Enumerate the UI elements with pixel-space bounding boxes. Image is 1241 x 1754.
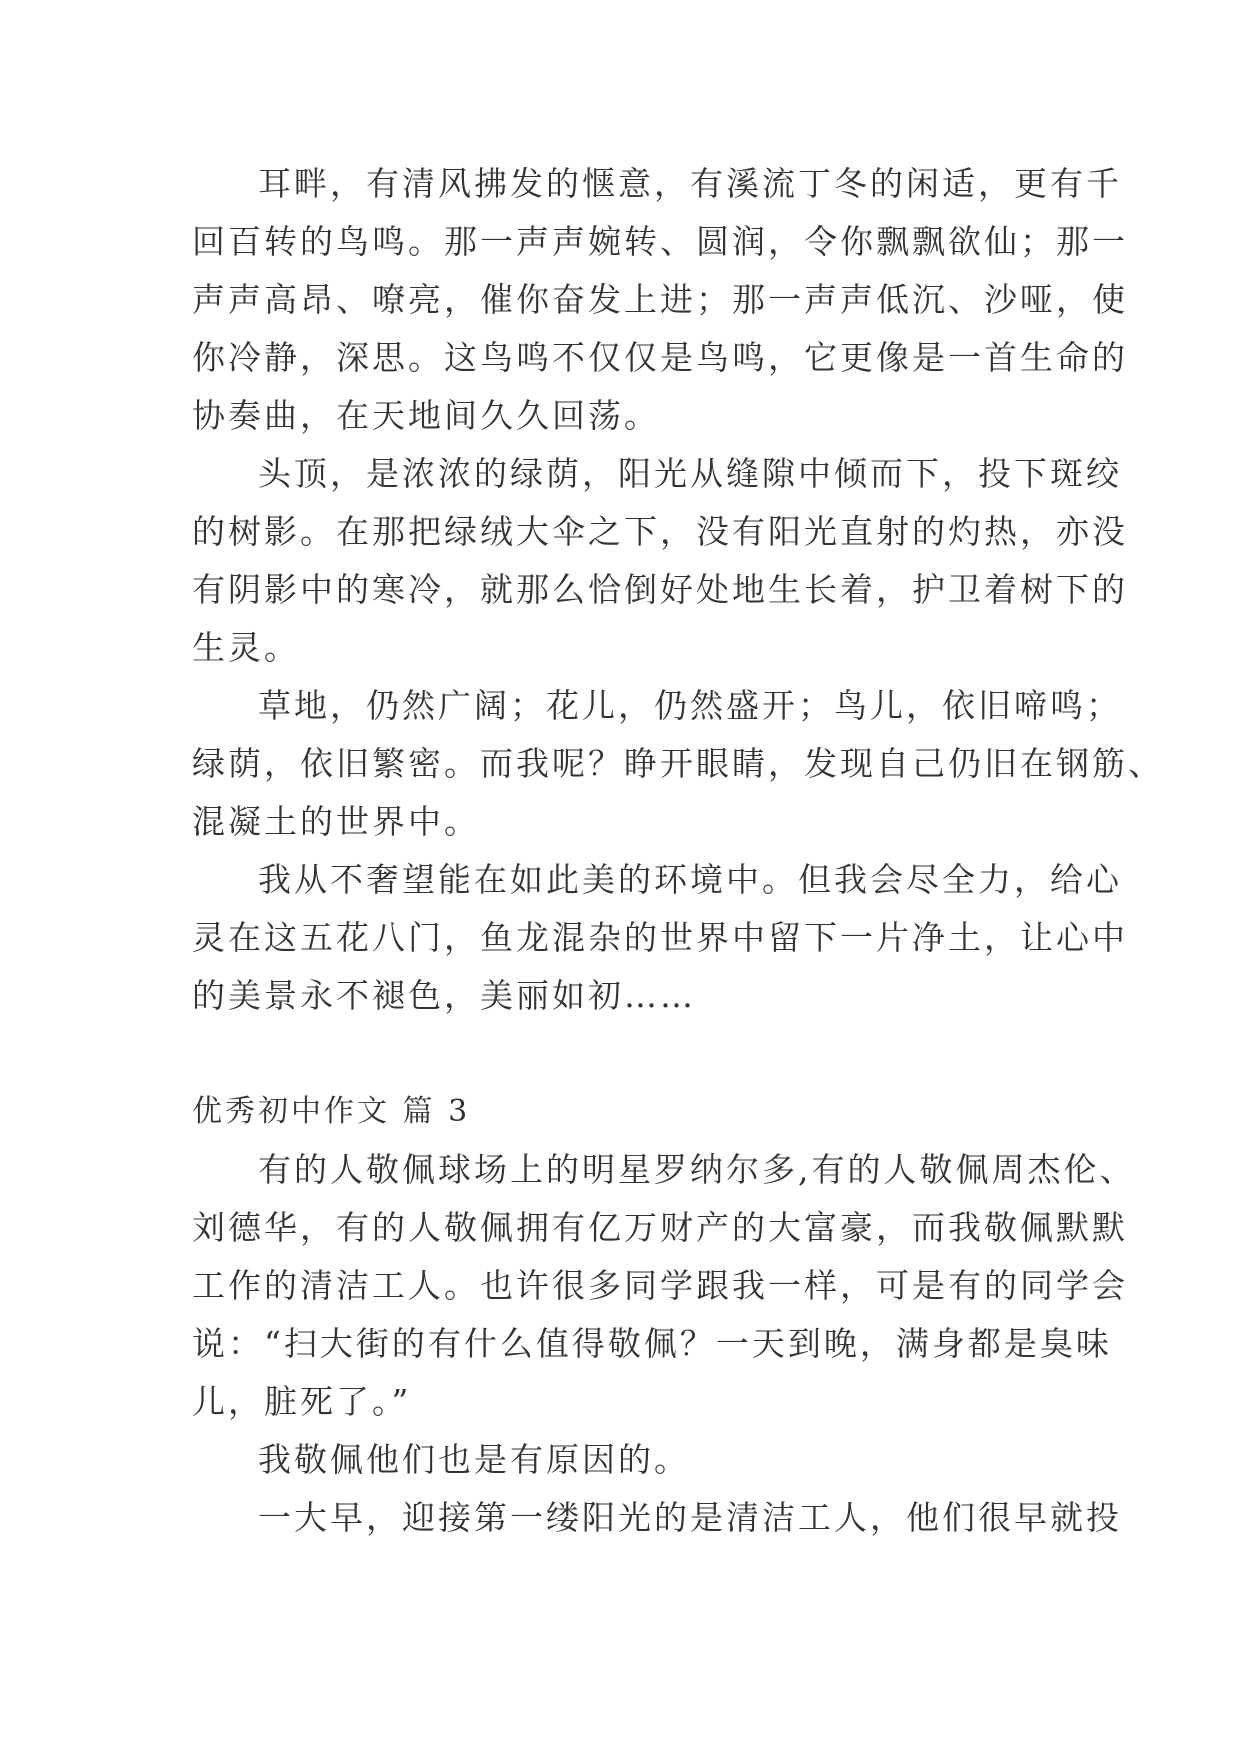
paragraph-line: 混凝土的世界中。 (192, 802, 480, 841)
paragraph-line: 儿，脏死了。” (192, 1382, 412, 1421)
paragraph-line: 有的人敬佩球场上的明星罗纳尔多,有的人敬佩周杰伦、 (258, 1150, 1136, 1189)
paragraph-line: 协奏曲，在天地间久久回荡。 (192, 396, 660, 435)
paragraph-line: 刘德华，有的人敬佩拥有亿万财产的大富豪，而我敬佩默默 (192, 1208, 1128, 1247)
paragraph-line: 耳畔，有清风拂发的惬意，有溪流丁冬的闲适，更有千 (258, 164, 1122, 203)
paragraph-line: 绿荫，依旧繁密。而我呢？睁开眼睛，发现自己仍旧在钢筋、 (192, 744, 1164, 783)
paragraph-line: 灵在这五花八门，鱼龙混杂的世界中留下一片净土，让心中 (192, 918, 1128, 957)
section-heading: 优秀初中作文 篇 3 (192, 1094, 471, 1129)
paragraph-line: 回百转的鸟鸣。那一声声婉转、圆润，令你飘飘欲仙；那一 (192, 222, 1128, 261)
paragraph-line: 草地，仍然广阔；花儿，仍然盛开；鸟儿，依旧啼鸣； (258, 686, 1122, 725)
paragraph-line: 一大早，迎接第一缕阳光的是清洁工人，他们很早就投 (258, 1498, 1122, 1537)
paragraph-line: 工作的清洁工人。也许很多同学跟我一样，可是有的同学会 (192, 1266, 1128, 1305)
paragraph-line: 的树影。在那把绿绒大伞之下，没有阳光直射的灼热，亦没 (192, 512, 1128, 551)
paragraph-line: 说：“扫大街的有什么值得敬佩？一天到晚，满身都是臭味 (192, 1324, 1112, 1363)
paragraph-line: 有阴影中的寒冷，就那么恰倒好处地生长着，护卫着树下的 (192, 570, 1128, 609)
paragraph-line: 我从不奢望能在如此美的环境中。但我会尽全力，给心 (258, 860, 1122, 899)
paragraph-line: 你冷静，深思。这鸟鸣不仅仅是鸟鸣，它更像是一首生命的 (192, 338, 1128, 377)
paragraph-line: 声声高昂、嘹亮，催你奋发上进；那一声声低沉、沙哑，使 (192, 280, 1128, 319)
paragraph-line: 我敬佩他们也是有原因的。 (258, 1440, 690, 1479)
paragraph-line: 生灵。 (192, 628, 300, 667)
paragraph-line: 的美景永不褪色，美丽如初…… (192, 976, 696, 1015)
paragraph-line: 头顶，是浓浓的绿荫，阳光从缝隙中倾而下，投下斑绞 (258, 454, 1122, 493)
